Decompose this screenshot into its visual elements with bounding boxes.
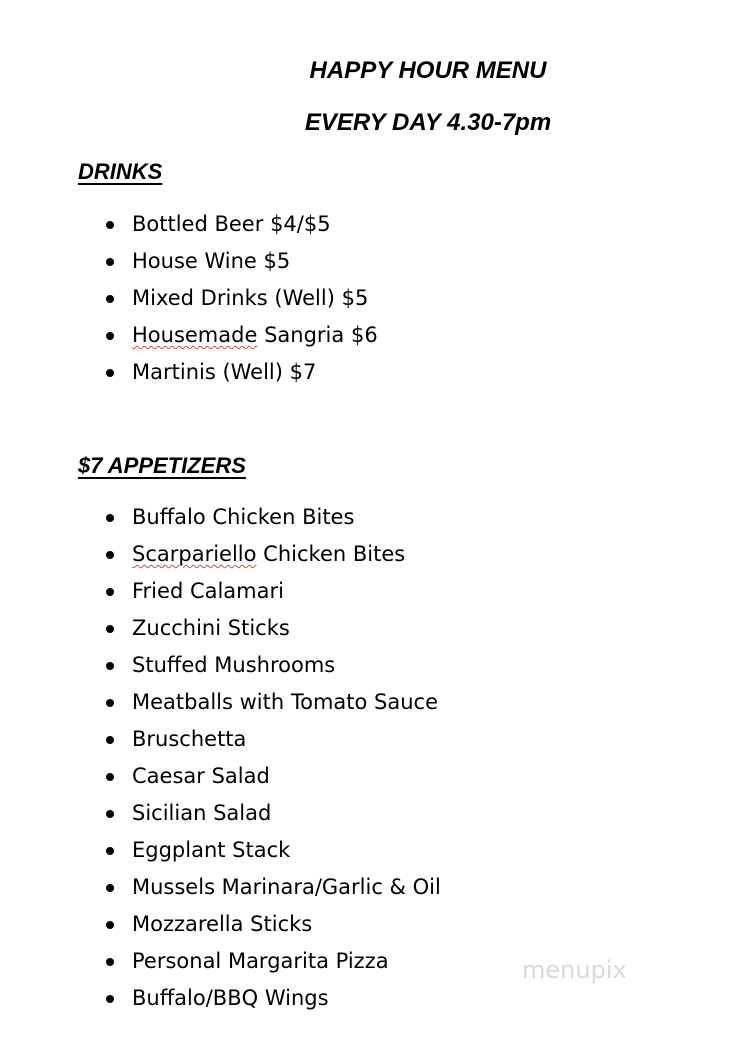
- list-item: [106, 647, 441, 684]
- appetizer-name: Scarpariello: [132, 542, 257, 566]
- drink-price: $4/$5: [270, 212, 331, 236]
- list-item: [106, 795, 441, 832]
- drink-price: $5: [341, 286, 369, 310]
- list-item: [106, 943, 441, 980]
- list-item: [106, 721, 441, 758]
- list-item: [106, 684, 441, 721]
- happy-hour-schedule: EVERY DAY 4.30-7pm: [304, 109, 552, 136]
- appetizer-name: Zucchini Sticks: [132, 616, 290, 640]
- watermark-logo: menupix: [522, 956, 627, 984]
- drink-name: House Wine: [132, 249, 257, 273]
- appetizer-name: Mozzarella Sticks: [132, 912, 313, 936]
- menu-title: HAPPY HOUR MENU: [309, 57, 547, 84]
- list-item: [106, 206, 378, 243]
- drink-name: Housemade: [132, 323, 258, 347]
- appetizers-list: [106, 499, 441, 1017]
- drink-price: $7: [289, 360, 317, 384]
- appetizer-name: Buffalo/BBQ Wings: [132, 986, 329, 1010]
- list-item: [106, 832, 441, 869]
- list-item: [106, 573, 441, 610]
- drink-name: Mixed Drinks (Well): [132, 286, 335, 310]
- list-item: [106, 536, 441, 573]
- appetizer-name: Stuffed Mushrooms: [132, 653, 336, 677]
- list-item: [106, 869, 441, 906]
- appetizer-name: Bruschetta: [132, 727, 247, 751]
- list-item: [106, 906, 441, 943]
- appetizer-name: Caesar Salad: [132, 764, 270, 788]
- list-item: [106, 758, 441, 795]
- drinks-list: [106, 206, 378, 391]
- list-item: [106, 280, 378, 317]
- list-item: [106, 610, 441, 647]
- drink-name-rest: Sangria: [264, 323, 345, 347]
- appetizer-name: Mussels Marinara/Garlic & Oil: [132, 875, 441, 899]
- appetizer-name: Fried Calamari: [132, 579, 284, 603]
- list-item: [106, 317, 378, 354]
- appetizer-name: Sicilian Salad: [132, 801, 272, 825]
- list-item: [106, 980, 441, 1017]
- list-item: [106, 354, 378, 391]
- drink-name: Martinis (Well): [132, 360, 283, 384]
- drink-price: $5: [263, 249, 291, 273]
- appetizer-name: Personal Margarita Pizza: [132, 949, 389, 973]
- drinks-heading: DRINKS: [78, 159, 163, 184]
- appetizer-name-rest: Chicken Bites: [263, 542, 406, 566]
- appetizers-heading: $7 APPETIZERS: [78, 453, 246, 478]
- appetizer-name: Meatballs with Tomato Sauce: [132, 690, 439, 714]
- appetizer-name: Eggplant Stack: [132, 838, 291, 862]
- list-item: [106, 499, 441, 536]
- drink-name: Bottled Beer: [132, 212, 264, 236]
- drink-price: $6: [350, 323, 378, 347]
- list-item: [106, 243, 378, 280]
- appetizer-name: Buffalo Chicken Bites: [132, 505, 355, 529]
